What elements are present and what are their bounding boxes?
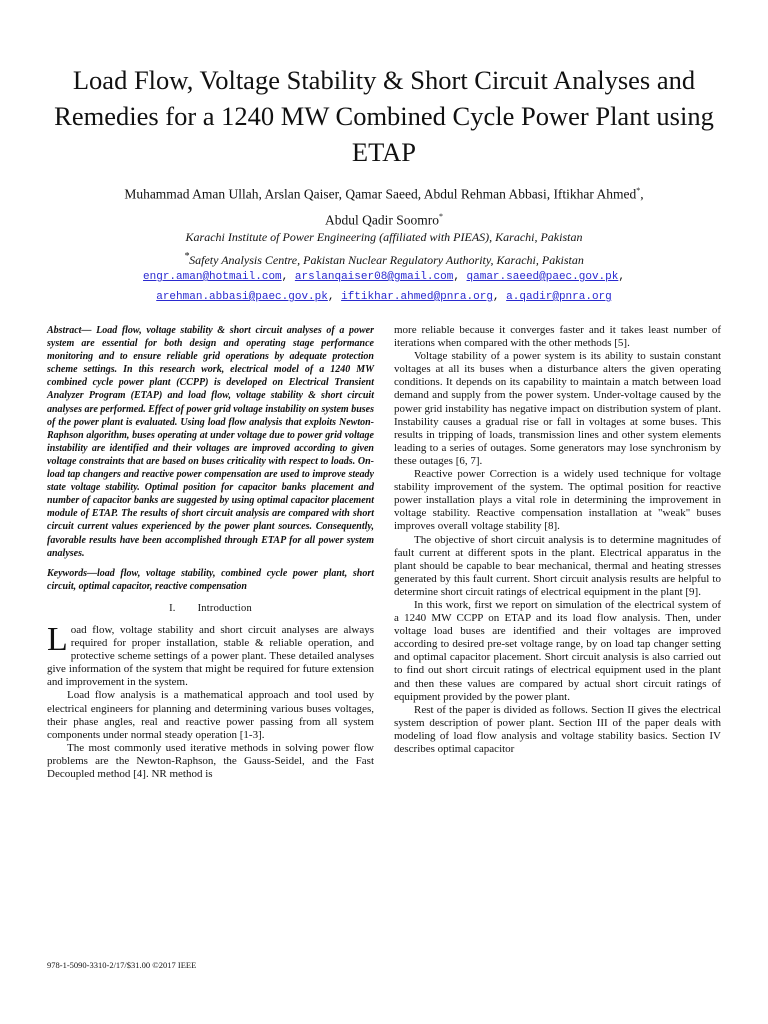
corresponding-mark: *: [636, 186, 641, 195]
body-paragraph: In this work, first we report on simulation of the electrical system of a 1240 MW CCPP on ETAP and its load flow analysis. Then, under voltage load buses are identified and their voltages are improved according to desired pre-set voltage range, by on load tap changer setting and optimal capacitor placement. Short circuit analysis is also carried out to find out short circuit ratings of electrical equipment used in the plant and then these values are compared by actual short circuit ratings of equipment provided by the power plant.: [394, 598, 721, 703]
section-title: Introduction: [197, 602, 252, 614]
copyright-footer: 978-1-5090-3310-2/17/$31.00 ©2017 IEEE: [47, 960, 197, 970]
body-paragraph: Voltage stability of a power system is its ability to sustain constant voltages at all its buses when a disturbance alters the given operating conditions. It depends on its capability to maintain a match between load demand and supply from the power system. Under-voltage caused by the power grid instability has negative impact on distribution system of plant. Instability causes a gradual rise or fall in voltages at some buses. This results in tripping of loads, transmission lines and other system elements leading to a series of outages. Some generators may lose synchronism by these outages [6, 7].: [394, 350, 721, 467]
intro-paragraph-2: Load flow analysis is a mathematical approach and tool used by electrical engineers for planning and determining various buses voltages, their phase angles, real and reactive power passing from all system components under normal steady operation [1-3].: [47, 689, 374, 741]
intro-paragraph-3: The most commonly used iterative methods in solving power flow problems are the Newton-Raphson, the Gauss-Seidel, and the Fast Decoupled method [4]. NR method is: [47, 741, 374, 780]
email-link[interactable]: arehman.abbasi@paec.gov.pk: [156, 291, 328, 303]
email-separator: ,: [618, 271, 625, 283]
email-separator: ,: [281, 271, 289, 283]
email-link[interactable]: qamar.saeed@paec.gov.pk: [466, 271, 619, 283]
affiliation-mark: *: [184, 251, 190, 262]
email-link[interactable]: a.qadir@pnra.org: [506, 291, 612, 303]
email-link[interactable]: iftikhar.ahmed@pnra.org: [341, 291, 493, 303]
authors-line-1: Muhammad Aman Ullah, Arslan Qaiser, Qamar Saeed, Abdul Rehman Abbasi, Iftikhar Ahmed: [124, 186, 637, 202]
intro-paragraph-1: [47, 620, 374, 689]
email-link[interactable]: arslanqaiser08@gmail.com: [294, 271, 454, 283]
body-paragraph: more reliable because it converges faster and it takes least number of iterations when compared with the other methods [5].: [394, 324, 721, 350]
affiliation-2: [40, 249, 728, 268]
email-separator: ,: [327, 291, 335, 303]
email-link[interactable]: engr.aman@hotmail.com: [143, 271, 282, 283]
email-separator: ,: [453, 271, 460, 283]
body-paragraph: Rest of the paper is divided as follows. Section II gives the electrical system description of power plant. Section III of the paper deals with modeling of load flow analysis and voltage stability basics. Section IV describes optimal capacitor: [394, 703, 721, 755]
affiliation-1: Karachi Institute of Power Engineering (affiliated with PIEAS), Karachi, Pakistan: [185, 230, 583, 244]
affiliation-2-text: Safety Analysis Centre, Pakistan Nuclear Regulatory Authority, Karachi, Pakistan: [189, 253, 584, 267]
section-number: I.: [169, 602, 176, 614]
body-paragraph: The objective of short circuit analysis is to determine magnitudes of fault current at different spots in the plant. Electrical apparatus in the plant should be capable to bear mechanical, thermal and heating stresses generated by this fault current. Short circuit analysis results are helpful to determine short circuit ratings of electrical equipment in the plant [9].: [394, 533, 721, 598]
right-column: [394, 324, 721, 756]
paper-title: Load Flow, Voltage Stability & Short Circuit Analyses and Remedies for a 1240 MW Combined Cycle Power Plant using ETAP: [54, 65, 714, 167]
authors-line-1-end: ,: [640, 186, 644, 202]
author-list: [40, 180, 728, 231]
intro-paragraph-1-text: oad flow, voltage stability and short circuit analyses are always required for proper installation, stable & reliable operation, and protective scheme settings of a power plant. These detailed analyses give information of the system that might be required for future extension and improvement in the system.: [47, 623, 374, 689]
section-heading: [47, 602, 374, 615]
email-separator: ,: [492, 291, 500, 303]
left-column: [47, 324, 374, 781]
drop-cap: L: [47, 620, 68, 658]
abstract: Abstract— Load flow, voltage stability & short circuit analyses of a power system are essential for both design and operating stage performance monitoring and to ensure reliable grid operations by adequate protection scheme settings. In this research work, electrical model of a 1240 MW combined cycle power plant (CCPP) is developed on Electrical Transient Analyzer Program (ETAP) and load flow, voltage stability & short circuit analyses are performed. Effect of power grid voltage instability on system buses of the power plant is evaluated. Using load flow analysis that exploits Newton-Raphson algorithm, buses operating at under voltage due to power grid voltage instability are identified and their voltages are improved according to given voltage constraints that are based on buses criticality with respect to loads. On-load tap changers and reactive power compensation are used to improve steady state voltage stability. Optimal position for capacitor banks placement and number of capacitor banks are suggested by using optimal capacitor placement module of ETAP. The results of short circuit analysis are compared with short circuit current values experienced by the power plant sources. Consequently, favorable results have been accomplished through ETAP for all power system analyses.: [47, 325, 374, 559]
keywords: Keywords—load flow, voltage stability, combined cycle power plant, short circuit, optimal capacitor, reactive compensation: [47, 567, 374, 592]
body-paragraph: Reactive power Correction is a widely used technique for voltage stability improvement of the system. The optimal position for reactive power installation plays a vital role in determining the improvement in voltage stability. Reactive compensation installation at "weak" buses improves overall voltage stability [8].: [394, 468, 721, 533]
authors-line-2: Abdul Qadir Soomro: [325, 212, 439, 227]
email-list-1: [40, 267, 728, 288]
corresponding-mark: *: [439, 211, 443, 221]
email-list-2: [40, 287, 728, 308]
